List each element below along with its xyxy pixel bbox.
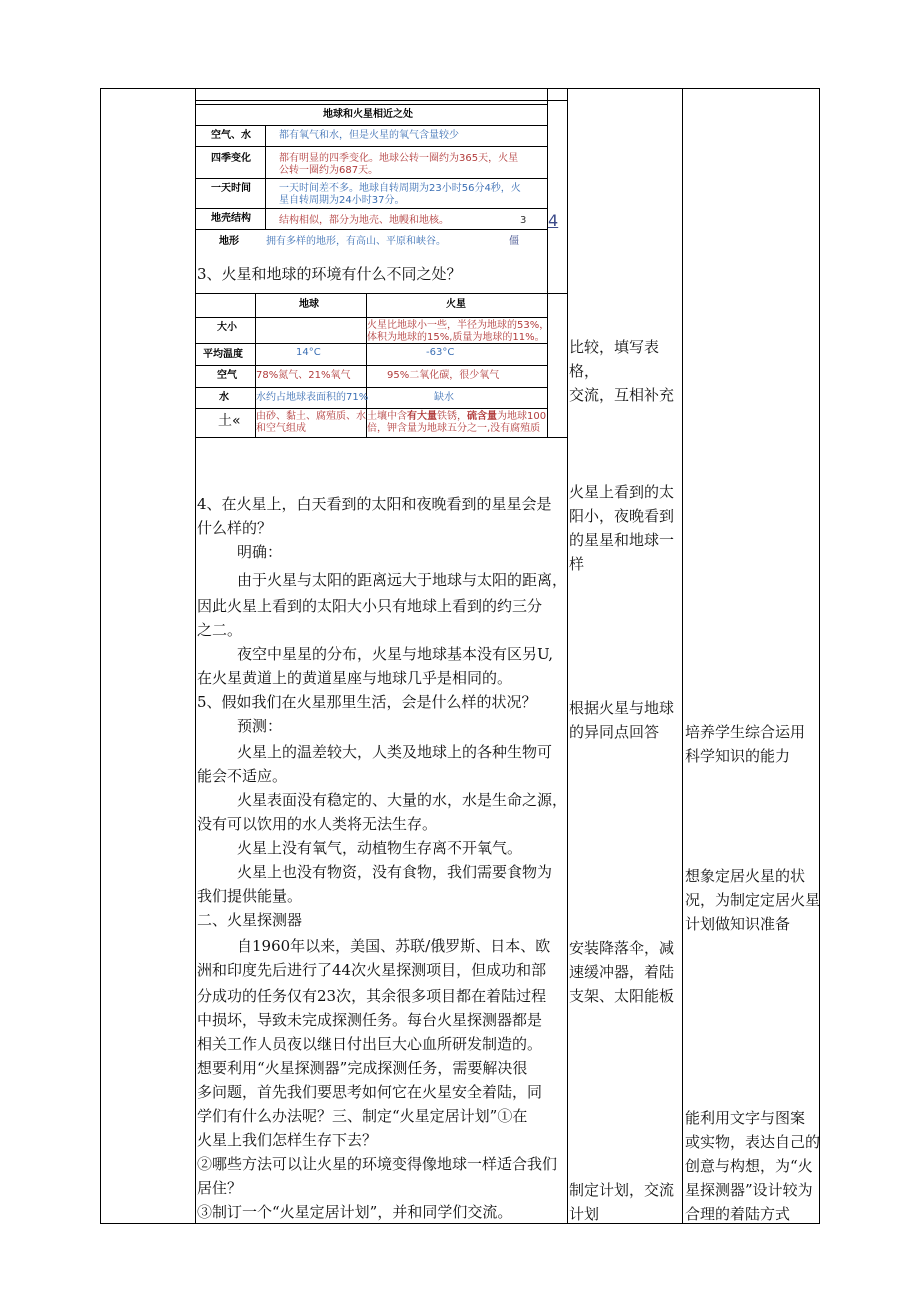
- para-oxygen: 火星上没有氧气，动植物生存离不开氧气。: [237, 839, 523, 857]
- question-4-line1: 4、在火星上，白天看到的太阳和夜晚看到的星星会是: [197, 495, 552, 513]
- t2-label-air: 空气: [217, 370, 237, 381]
- para-stars-1: 夜空中星星的分布，火星与地球基本没有区另U,: [237, 645, 554, 663]
- t2-header-earth: 地球: [299, 299, 319, 310]
- t1-text-seasons-2: 公转一圈约为687天。: [279, 165, 379, 176]
- t2-mars-water: 缺水: [434, 392, 454, 403]
- t1-line: [195, 229, 547, 230]
- para-probe-4: 中损坏，导致未完成探测任务。每台火星探测器都是: [197, 1011, 543, 1029]
- para-food-1: 火星上也没有物资，没有食物，我们需要食物为: [237, 863, 553, 881]
- t2-mars-temp: -63°C: [426, 347, 455, 358]
- t2-earth-soil-2: 和空气组成: [256, 423, 306, 434]
- question-4-line2: 什么样的？: [197, 519, 273, 537]
- goal-imagine: 想象定居火星的状 况，为制定定居火星 计划做知识准备: [685, 867, 821, 933]
- t1-text-air-water: 都有氧气和水，但是火星的氧气含量较少: [279, 130, 459, 141]
- para-landing-1: 想要利用“火星探测器”完成探测任务，需要解决很: [197, 1059, 528, 1077]
- note-sun: 火星上看到的太 阳小，夜晚看到 的星星和地球一 样: [569, 483, 675, 573]
- t2-header-mars: 火星: [446, 299, 466, 310]
- t2-earth-temp: 14°C: [296, 347, 321, 358]
- para-env-1: ②哪些方法可以让火星的环境变得像地球一样适合我们: [197, 1155, 558, 1173]
- para-landing-3: 学们有什么办法呢？三、制定“火星定居计划”①在: [197, 1107, 528, 1125]
- row-divider: [195, 437, 567, 438]
- para-landing-2: 多问题，首先我们要思考如何它在火星安全着陆，同: [197, 1083, 543, 1101]
- note-compare: 比较，填写表格， 交流，互相补充: [569, 338, 675, 404]
- para-sun-1: 由于火星与太阳的距离远大于地球与太阳的距离，: [237, 571, 568, 589]
- t1-label-crust: 地壳结构: [211, 213, 251, 224]
- t1-label-seasons: 四季变化: [211, 153, 251, 164]
- t1-line: [547, 88, 548, 128]
- t1-crust-mark-4: 4: [548, 211, 559, 230]
- para-probe-5: 相关工作人员夜以继日付出巨大心血所研发制造的。: [197, 1035, 543, 1053]
- para-water-1: 火星表面没有稳定的、大量的水，水是生命之源，: [237, 791, 568, 809]
- para-temp-2: 能会不适应。: [197, 767, 288, 785]
- question-5: 5、假如我们在火星那里生活，会是什么样的状况？: [197, 693, 537, 711]
- t2-label-temp: 平均温度: [203, 349, 243, 360]
- t1-line: [195, 125, 547, 126]
- para-probe-1: 自1960年以来，美国、苏联/俄罗斯、日本、欧: [237, 937, 551, 955]
- t2-line: [195, 317, 547, 318]
- goal-ability: 培养学生综合运用 科学知识的能力: [685, 723, 806, 765]
- t1-line: [195, 100, 547, 101]
- t1-crust-mark-3: 3: [520, 215, 527, 226]
- t2-mars-soil-1: 土壤中含有大量铁锈，硫含量为地球100: [367, 411, 547, 422]
- para-sun-3: 之二。: [197, 621, 243, 639]
- t1-line: [195, 178, 547, 179]
- t2-mars-size-1: 火星比地球小一些，半径为地球的53%，: [367, 320, 550, 331]
- goal-create: 能利用文字与图案 或实物，表达自己的 创意与构想，为“火 星探测器”设计较为 合理的着陆方式: [685, 1109, 821, 1223]
- t2-mars-soil-2: 倍，钾含量为地球五分之一,没有腐殖质: [367, 423, 541, 434]
- t1-line: [195, 146, 547, 147]
- label-yuce: 预测：: [237, 717, 283, 735]
- section-2-title: 二、火星探测器: [197, 911, 303, 929]
- t1-label-air-water: 空气、水: [211, 130, 251, 141]
- t2-mars-air: 95%二氧化碳，很少氧气: [387, 370, 500, 381]
- label-mingque: 明确：: [237, 543, 283, 561]
- t2-label-soil: 土«: [218, 413, 241, 429]
- para-temp-1: 火星上的温差较大，人类及地球上的各种生物可: [237, 743, 553, 761]
- t2-line: [547, 293, 548, 437]
- t1-line: [195, 293, 567, 294]
- t2-line: [195, 365, 547, 366]
- t2-line: [195, 408, 547, 409]
- para-probe-2: 洲和印度先后进行了44次火星探测项目，但成功和部: [197, 961, 547, 979]
- t2-mars-size-2: 体积为地球的15%,质量为地球的11%。: [367, 332, 545, 343]
- t1-title: 地球和火星相近之处: [323, 109, 413, 120]
- t1-text-terrain: 拥有多样的地形，有高山、平原和峡谷。: [266, 236, 446, 247]
- para-food-2: 我们提供能量。: [197, 887, 303, 905]
- note-plan: 制定计划，交流 计划: [569, 1181, 675, 1223]
- t1-text-seasons-1: 都有明显的四季变化。地球公转一圈约为365天，火星: [279, 153, 519, 164]
- note-device: 安装降落伞，减 速缓冲器，着陆 支架、太阳能板: [569, 939, 675, 1005]
- para-probe-3: 分成功的任务仅有23次，其余很多项目都在着陆过程: [197, 987, 547, 1005]
- t2-earth-air: 78%氮气、21%氧气: [256, 370, 351, 381]
- t1-label-terrain: 地形: [219, 236, 239, 247]
- t2-line: [195, 387, 547, 388]
- para-plan: ③制订一个“火星定居计划”，并和同学们交流。: [197, 1203, 513, 1221]
- t1-line: [547, 100, 567, 101]
- para-env-2: 居住？: [197, 1179, 243, 1197]
- t2-earth-water: 水约占地球表面积的71%: [256, 392, 369, 403]
- note-answer: 根据火星与地球 的异同点回答: [569, 699, 675, 741]
- t1-line: [547, 229, 548, 293]
- t1-line: [195, 208, 547, 209]
- t1-line: [195, 104, 547, 105]
- t2-earth-soil-1: 由砂、黏土、腐殖质、水: [256, 411, 366, 422]
- t1-text-day-1: 一天时间差不多。地球自转周期为23小时56分4秒，火: [279, 183, 521, 194]
- column-divider-1: [195, 88, 196, 1224]
- para-water-2: 没有可以饮用的水人类将无法生存。: [197, 815, 438, 833]
- t1-terrain-mark: 僵: [509, 236, 519, 247]
- para-sun-2: 因此火星上看到的太阳大小只有地球上看到的约三分: [197, 597, 543, 615]
- question-3: 3、火星和地球的环境有什么不同之处？: [197, 265, 462, 283]
- para-stars-2: 在火星黄道上的黄道星座与地球几乎是相同的。: [197, 669, 513, 687]
- column-divider-3: [682, 88, 683, 1224]
- t1-label-day: 一天时间: [211, 183, 251, 194]
- t2-label-size: 大小: [217, 322, 237, 333]
- t1-text-crust: 结构相似，都分为地壳、地幔和地核。: [279, 215, 449, 226]
- column-divider-2: [567, 88, 568, 1224]
- t2-label-water: 水: [219, 392, 229, 403]
- t1-line: [265, 125, 266, 229]
- para-landing-4: 火星上我们怎样生存下去？: [197, 1131, 378, 1149]
- t1-text-day-2: 星自转周期为24小时37分。: [279, 195, 405, 206]
